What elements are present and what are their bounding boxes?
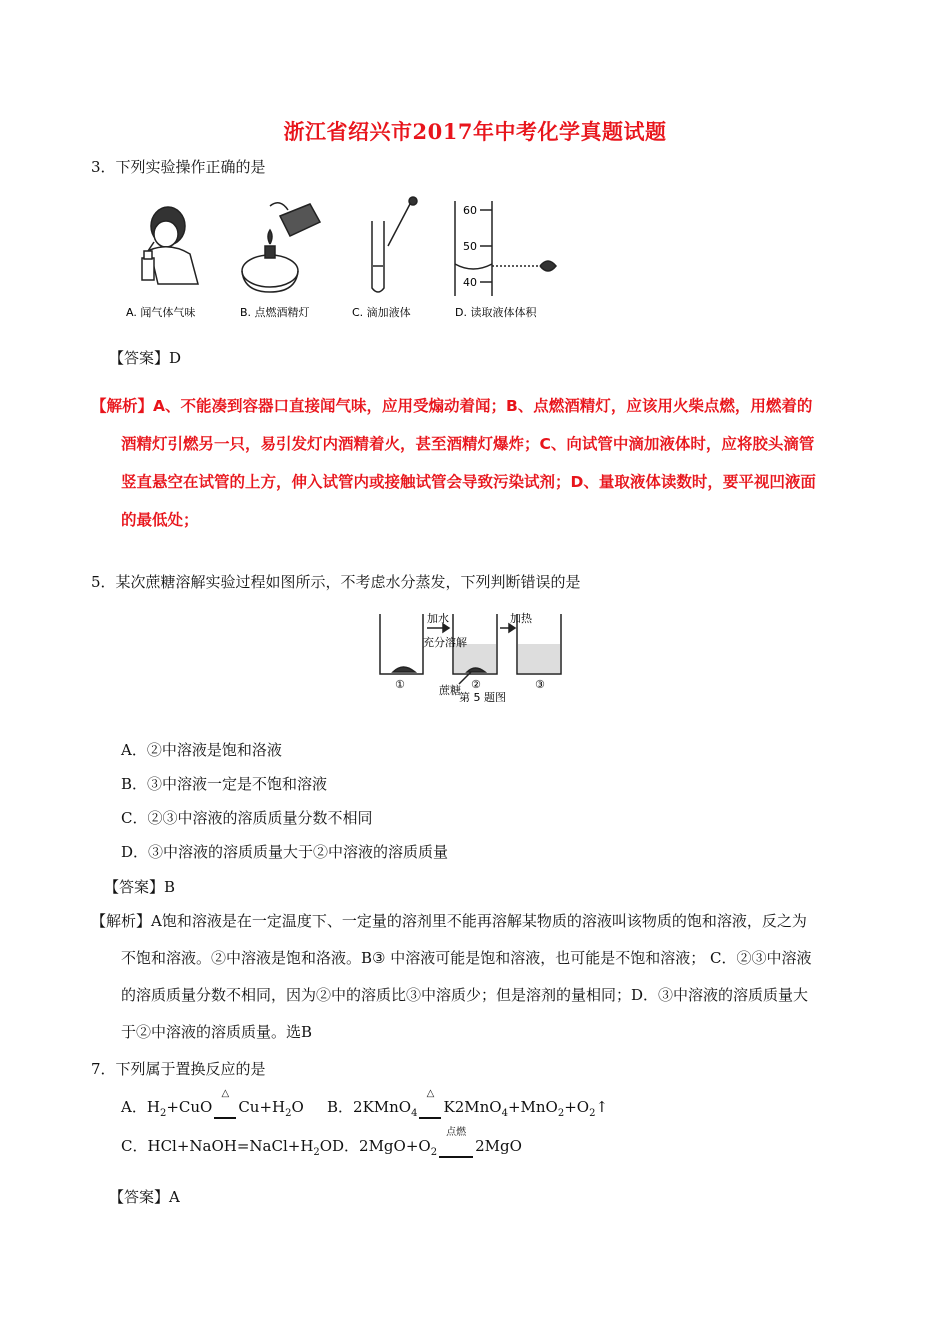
q5-option-a: A．②中溶液是饱和洛液 — [121, 741, 282, 759]
figure-label-b: B. 点燃酒精灯 — [240, 306, 310, 319]
beaker-label-1: ① — [395, 678, 405, 691]
q5-answer: 【答案】B — [104, 878, 176, 896]
q5-stem: 5．某次蔗糖溶解实验过程如图所示，不考虑水分蒸发，下列判断错误的是 — [91, 573, 581, 591]
figure-label-d: D. 读取液体体积 — [455, 306, 537, 319]
page-title: 浙江省绍兴市2017年中考化学真题试题 — [283, 119, 667, 144]
q5-option-c: C．②③中溶液的溶质质量分数不相同 — [121, 809, 373, 827]
cylinder-tick-50: 50 — [463, 240, 477, 253]
q7-answer: 【答案】A — [109, 1188, 180, 1206]
beaker-label-3: ③ — [535, 678, 545, 691]
cylinder-tick-60: 60 — [463, 204, 477, 217]
q3-analysis-line-2: 酒精灯引燃另一只，易引发灯内酒精着火，甚至酒精灯爆炸；C、向试管中滴加液体时，应将胶头滴管 — [121, 435, 815, 453]
q7-option-b: B．2KMnO$_4$ △ $K2MnO_4+MnO_2+O_2↑$ — [327, 1088, 609, 1119]
q7-option-c: C．$HCl+NaOH=NaCl+H_2O$ — [121, 1137, 333, 1158]
q3-answer: 【答案】D — [109, 349, 182, 367]
label-dissolve: 充分溶解 — [423, 636, 467, 649]
q5-analysis-line-2: 不饱和溶液。②中溶液是饱和洛液。B③ 中溶液可能是饱和溶液，也可能是不饱和溶液； C．②③中溶液 — [121, 949, 812, 967]
q5-figure — [375, 606, 575, 702]
q5-option-b: B．③中溶液一定是不饱和溶液 — [121, 775, 328, 793]
q5-analysis-line-4: 于②中溶液的溶质质量。选B — [121, 1023, 313, 1041]
figure-a-smelling — [142, 207, 198, 284]
cylinder-tick-40: 40 — [463, 276, 477, 289]
q7-option-d: D．$2MgO+O_2$ 点燃 2MgO — [332, 1127, 522, 1158]
q5-analysis-line-1: 【解析】A饱和溶液是在一定温度下、一定量的溶剂里不能再溶解某物质的溶液叫该物质的饱和溶液，反之为 — [91, 912, 807, 930]
q3-stem: 3．下列实验操作正确的是 — [91, 158, 266, 176]
figure-label-a: A. 闻气体气味 — [126, 306, 196, 319]
q3-analysis-line-1: 【解析】A、不能凑到容器口直接闻气味，应用受煽动着闻；B、点燃酒精灯，应该用火柴点燃，用燃着的 — [91, 397, 813, 415]
q7-stem: 7．下列属于置换反应的是 — [91, 1060, 266, 1078]
figure-b-lamps — [242, 203, 320, 292]
label-sugar: 蔗糖 — [439, 684, 461, 697]
label-add-water: 加水 — [427, 612, 449, 625]
figure-label-c: C. 滴加液体 — [352, 306, 411, 319]
figure-c-dropper — [372, 197, 417, 292]
label-heat: 加热 — [510, 612, 532, 625]
beaker-1 — [380, 614, 423, 674]
q3-analysis-line-3: 竖直悬空在试管的上方，伸入试管内或接触试管会导致污染试剂；D、量取液体读数时，要平视凹液面 — [121, 473, 816, 491]
q3-figure — [120, 196, 560, 324]
q7-option-a: A．$H_2+CuO$ △ $Cu+H_2O$ — [121, 1088, 304, 1119]
q5-option-d: D．③中溶液的溶质质量大于②中溶液的溶质质量 — [121, 843, 449, 861]
q3-analysis-line-4: 的最低处； — [121, 511, 199, 529]
q5-analysis-line-3: 的溶质质量分数不相同，因为②中的溶质比③中溶质少；但是溶剂的量相同；D．③中溶液的溶质质量大 — [121, 986, 809, 1004]
beaker-label-2: ② — [471, 678, 481, 691]
figure-caption: 第 5 题图 — [459, 691, 506, 702]
